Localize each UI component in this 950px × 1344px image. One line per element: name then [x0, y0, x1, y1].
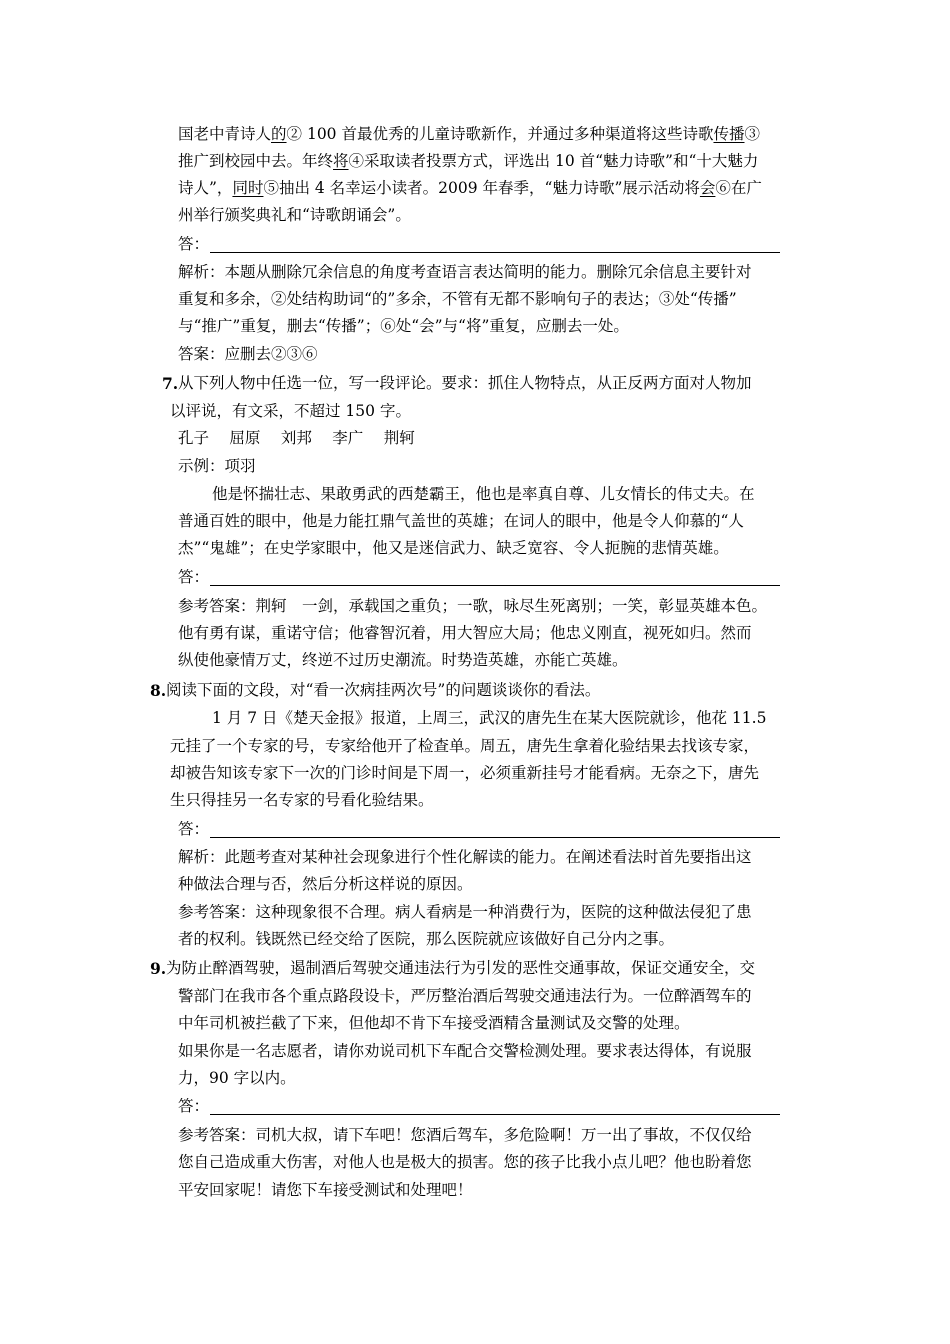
q7-example-line-2: 普通百姓的眼中，他是力能扛鼎气盖世的英雄；在词人的眼中，他是令人仰慕的“人: [178, 512, 744, 530]
q6-answer-line: [210, 252, 780, 253]
q7-reference-line-1: 参考答案：荆轲 一剑，承载国之重负；一歌，咏尽生死离别；一笑，彰显英雄本色。: [178, 597, 768, 615]
q7-number: 7.: [162, 374, 179, 393]
q6-answer-label: 答：: [178, 235, 210, 253]
q7-answer-line: [210, 585, 780, 586]
q9-prompt-line-4: 如果你是一名志愿者，请你劝说司机下车配合交警检测处理。要求表达得体，有说服: [178, 1042, 752, 1060]
q9-number: 9.: [150, 959, 167, 978]
q6-analysis-line-1: 解析：本题从删除冗余信息的角度考查语言表达简明的能力。删除冗余信息主要针对: [178, 263, 752, 281]
q8-passage-line-2: 元挂了一个专家的号，专家给他开了检查单。周五，唐先生拿着化验结果去找该专家，: [170, 737, 760, 755]
q7-example-line-1: 他是怀揣壮志、果敢勇武的西楚霸王，他也是率真自尊、儿女情长的伟丈夫。在: [212, 485, 755, 503]
q8-reference-line-2: 者的权利。钱既然已经交给了医院，那么医院就应该做好自己分内之事。: [178, 930, 675, 948]
q9-prompt-line-2: 警部门在我市各个重点路段设卡，严厉整治酒后驾驶交通违法行为。一位醉酒驾车的: [178, 987, 752, 1005]
q9-reference-line-1: 参考答案：司机大叔，请下车吧！您酒后驾车，多危险啊！万一出了事故，不仅仅给: [178, 1126, 752, 1144]
q9-prompt-line-3: 中年司机被拦截了下来，但他却不肯下车接受酒精含量测试及交警的处理。: [178, 1014, 690, 1032]
q6-text-line-4: 州举行颁奖典礼和“诗歌朗诵会”。: [178, 206, 411, 224]
q6-answer: 答案：应删去②③⑥: [178, 345, 318, 363]
q7-example-label: 示例：项羽: [178, 457, 256, 475]
q8-passage-line-4: 生只得挂另一名专家的号看化验结果。: [170, 791, 434, 809]
q8-number: 8.: [150, 681, 167, 700]
q6-analysis-line-3: 与“推广”重复，删去“传播”；⑥处“会”与“将”重复，应删去一处。: [178, 317, 629, 335]
q8-analysis-line-1: 解析：此题考查对某种社会现象进行个性化解读的能力。在阐述看法时首先要指出这: [178, 848, 752, 866]
q8-prompt: 阅读下面的文段，对“看一次病挂两次号”的问题谈谈你的看法。: [166, 681, 601, 699]
q9-prompt-line-5: 力，90 字以内。: [178, 1069, 296, 1087]
q7-example-line-3: 杰”“鬼雄”；在史学家眼中，他又是迷信武力、缺乏宽容、令人扼腕的悲情英雄。: [178, 539, 729, 557]
q9-reference-line-2: 您自己造成重大伤害，对他人也是极大的损害。您的孩子比我小点儿吧？他也盼着您: [178, 1153, 752, 1171]
q6-text-line-1: 国老中青诗人的② 100 首最优秀的儿童诗歌新作，并通过多种渠道将这些诗歌传播③: [178, 125, 761, 143]
q6-text-line-2: 推广到校园中去。年终将④采取读者投票方式，评选出 10 首“魅力诗歌”和“十大魅力: [178, 152, 759, 170]
q7-reference-line-3: 纵使他豪情万丈，终逆不过历史潮流。时势造英雄，亦能亡英雄。: [178, 651, 628, 669]
q8-answer-line: [210, 837, 780, 838]
q6-analysis-line-2: 重复和多余，②处结构助词“的”多余，不管有无都不影响句子的表达；③处“传播”: [178, 290, 737, 308]
q9-answer-label: 答：: [178, 1097, 210, 1115]
q8-passage-line-3: 却被告知该专家下一次的门诊时间是下周一，必须重新挂号才能看病。无奈之下，唐先: [170, 764, 760, 782]
q8-analysis-line-2: 种做法合理与否，然后分析这样说的原因。: [178, 875, 473, 893]
q7-answer-label: 答：: [178, 568, 210, 586]
q8-reference-line-1: 参考答案：这种现象很不合理。病人看病是一种消费行为，医院的这种做法侵犯了患: [178, 903, 752, 921]
q9-prompt-line-1: 为防止醉酒驾驶，遏制酒后驾驶交通违法行为引发的恶性交通事故，保证交通安全，交: [166, 959, 756, 977]
q8-passage-line-1: 1 月 7 日《楚天金报》报道，上周三，武汉的唐先生在某大医院就诊，他花 11.5: [212, 709, 767, 727]
q9-reference-line-3: 平安回家呢！请您下车接受测试和处理吧！: [178, 1181, 473, 1199]
q6-text-line-3: 诗人”，同时⑤抽出 4 名幸运小读者。2009 年春季，“魅力诗歌”展示活动将会⑥在广: [178, 179, 762, 197]
q9-answer-line: [210, 1114, 780, 1115]
q7-prompt-line-2: 以评说，有文采，不超过 150 字。: [170, 402, 411, 420]
q7-people-list: 孔子 屈原 刘邦 李广 荆轲: [178, 429, 415, 447]
q8-answer-label: 答：: [178, 820, 210, 838]
q7-reference-line-2: 他有勇有谋，重诺守信；他睿智沉着，用大智应大局；他忠义刚直，视死如归。然而: [178, 624, 752, 642]
q7-prompt-line-1: 从下列人物中任选一位，写一段评论。要求：抓住人物特点，从正反两方面对人物加: [178, 374, 752, 392]
